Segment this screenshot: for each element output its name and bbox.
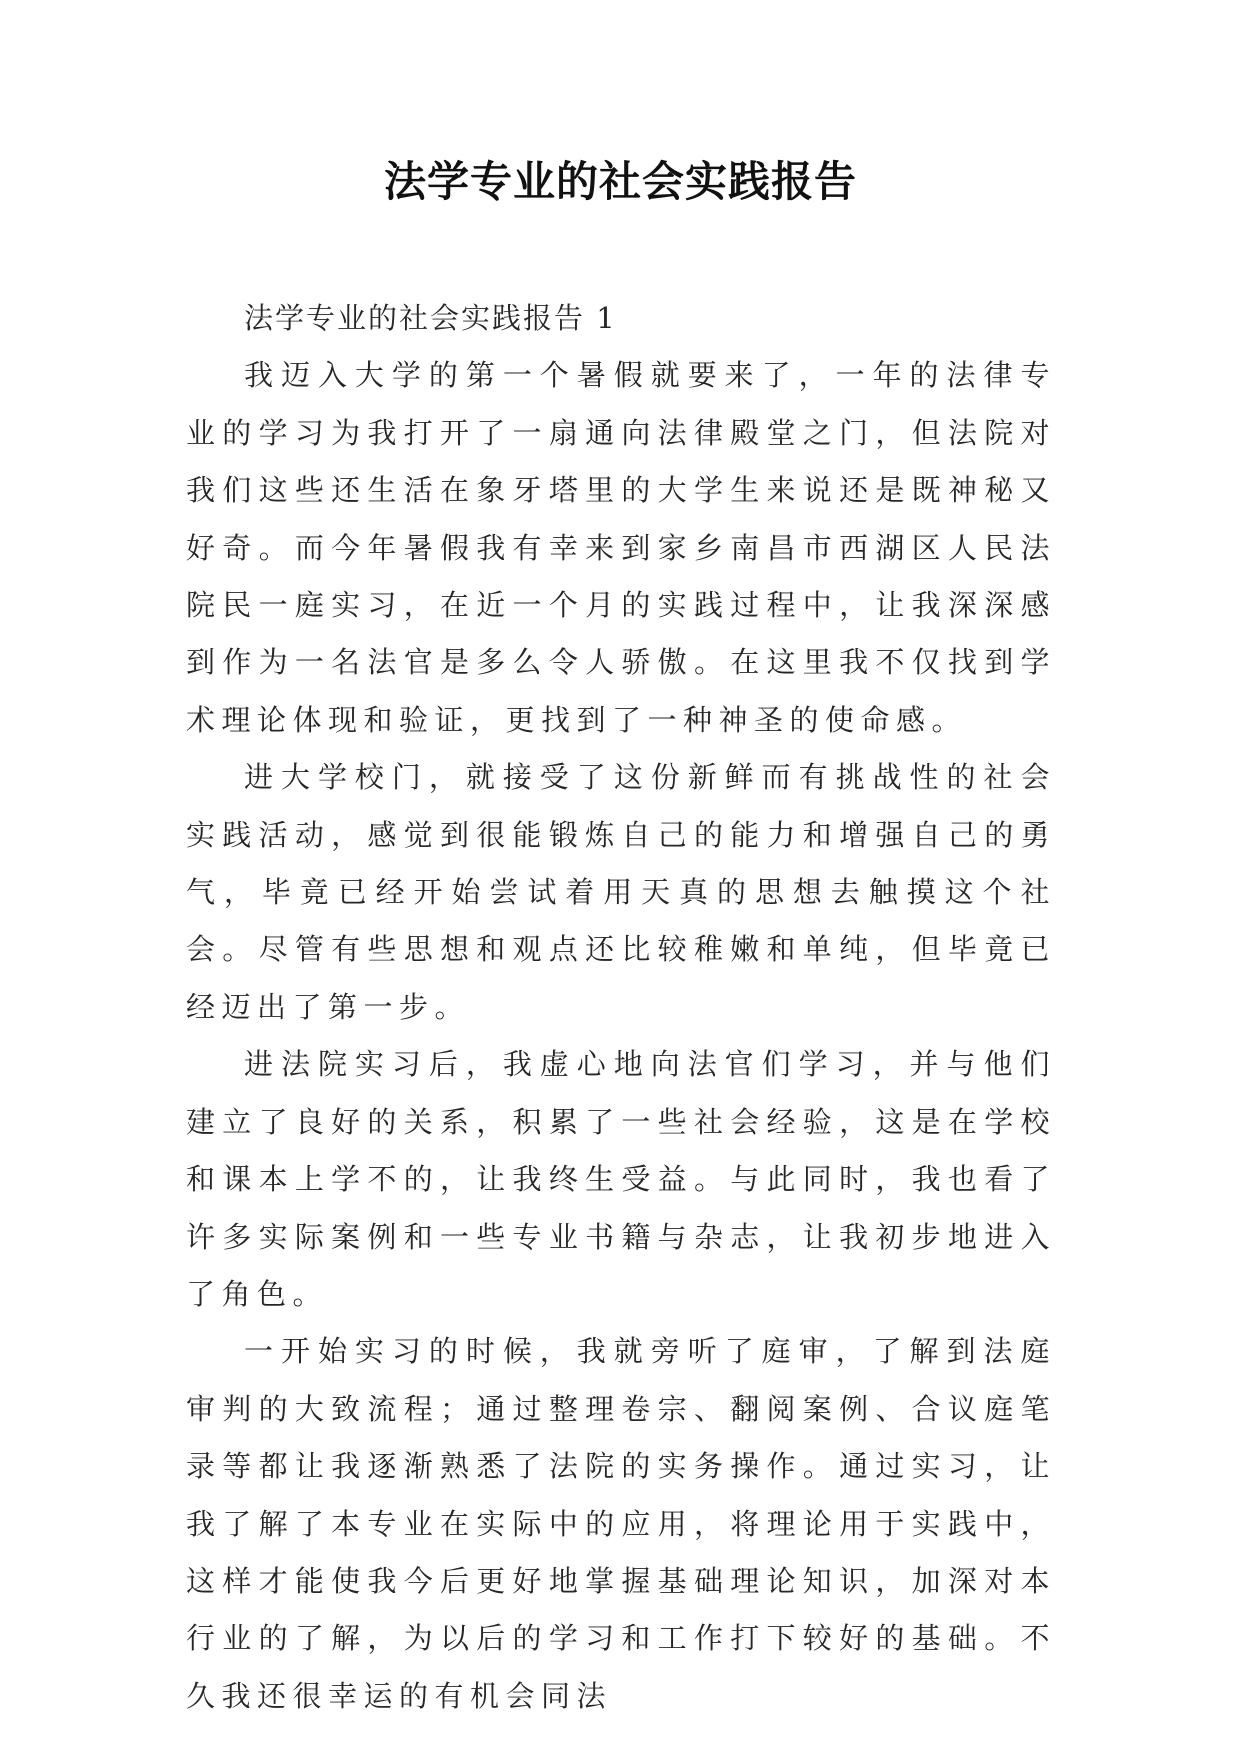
document-body <box>186 290 1056 1725</box>
paragraph-1: 我迈入大学的第一个暑假就要来了，一年的法律专业的学习为我打开了一扇通向法律殿堂之门，但法院对我们这些还生活在象牙塔里的大学生来说还是既神秘又好奇。而今年暑假我有幸来到家乡南昌市西湖区人民法院民一庭实习，在近一个月的实践过程中，让我深深感到作为一名法官是多么令人骄傲。在这里我不仅找到学术理论体现和验证，更找到了一种神圣的使命感。 <box>186 358 1056 737</box>
paragraph-2: 进大学校门，就接受了这份新鲜而有挑战性的社会实践活动，感觉到很能锻炼自己的能力和增强自己的勇气，毕竟已经开始尝试着用天真的思想去触摸这个社会。尽管有些思想和观点还比较稚嫩和单纯，但毕竟已经迈出了第一步。 <box>186 760 1056 1024</box>
section-heading: 法学专业的社会实践报告 1 <box>244 301 617 335</box>
document-title: 法学专业的社会实践报告 <box>383 157 857 206</box>
paragraph-3: 进法院实习后，我虚心地向法官们学习，并与他们建立了良好的关系，积累了一些社会经验，这是在学校和课本上学不的，让我终生受益。与此同时，我也看了许多实际案例和一些专业书籍与杂志，让我初步地进入了角色。 <box>186 1047 1056 1311</box>
paragraph-4: 一开始实习的时候，我就旁听了庭审，了解到法庭审判的大致流程；通过整理卷宗、翻阅案例、合议庭笔录等都让我逐渐熟悉了法院的实务操作。通过实习，让我了解了本专业在实际中的应用，将理论用于实践中，这样才能使我今后更好地掌握基础理论知识，加深对本行业的了解，为以后的学习和工作打下较好的基础。不久我还很幸运的有机会同法 <box>186 1334 1056 1713</box>
